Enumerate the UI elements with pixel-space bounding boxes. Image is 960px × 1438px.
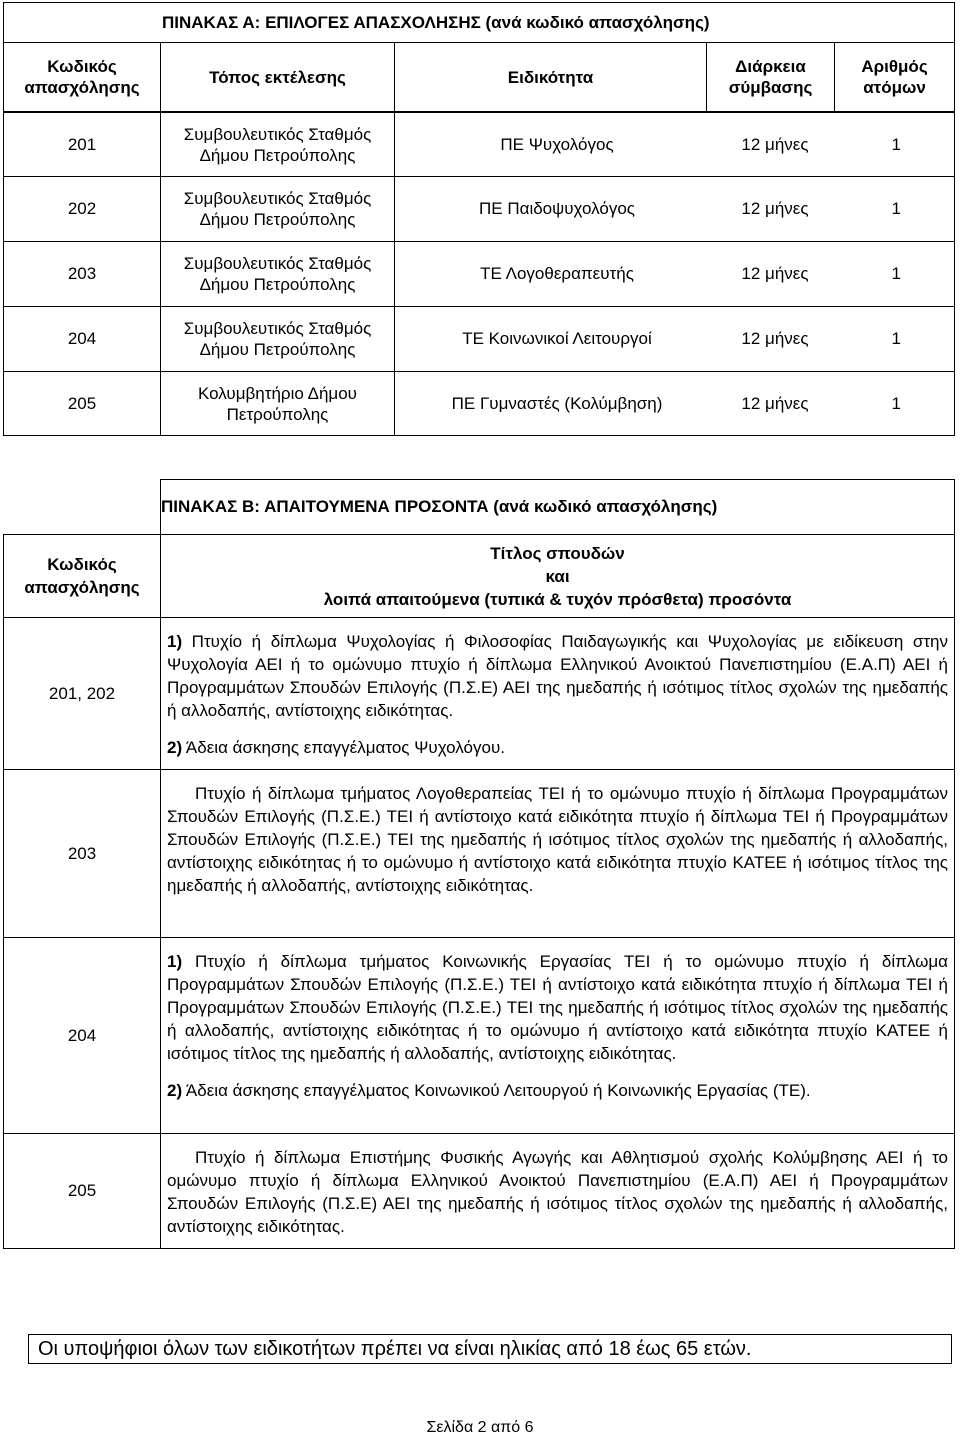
header-code: Κωδικός απασχόλησης <box>4 43 161 112</box>
position-duration: 12 μήνες <box>741 329 809 348</box>
qualification-code: 201, 202 <box>4 618 161 770</box>
position-location: Κολυμβητήριο Δήμου Πετρούπολης <box>161 372 395 436</box>
position-details <box>395 242 955 307</box>
requirement-text: Πτυχίο ή δίπλωμα Επιστήμης Φυσικής Αγωγής και Αθλητισμού σχολής Κολύμβησης ΑΕΙ ή το ομώνυμο πτυχίο ή δίπλωμα Ελληνικού Ανοικτού Πανεπιστημίου (Ε.Α.Π) ΑΕΙ ή Προγραμμάτων Σπουδών Επιλογής (Π.Σ.Ε) ΑΕΙ της ημεδαπής ή ισότιμος τίτλος σχολών της ημεδαπής ή αλλοδαπής, αντίστοιχης ειδικότητας. <box>167 1148 948 1236</box>
qualification-requirements <box>161 1134 955 1249</box>
requirement-number: 1) <box>167 952 183 971</box>
qualification-row <box>4 1134 955 1249</box>
header-duration: Διάρκεια σύμβασης <box>707 43 835 112</box>
requirement-item <box>167 736 948 759</box>
table-b-title: ΠΙΝΑΚΑΣ Β: ΑΠΑΙΤΟΥΜΕΝΑ ΠΡΟΣΟΝΤΑ (ανά κωδικό απασχόλησης) <box>161 480 955 535</box>
header-requirements: Τίτλος σπουδών και λοιπά απαιτούμενα (τυπικά & τυχόν πρόσθετα) προσόντα <box>161 535 955 618</box>
position-row <box>4 242 955 307</box>
position-location: Συμβουλευτικός Σταθμός Δήμου Πετρούπολης <box>161 113 395 177</box>
qualification-requirements <box>161 618 955 770</box>
requirement-item <box>167 950 948 1065</box>
requirement-text: Άδεια άσκησης επαγγέλματος Ψυχολόγου. <box>182 738 505 757</box>
position-specialty: ΤΕ Κοινωνικοί Λειτουργοί <box>462 329 652 348</box>
position-specialty: ΤΕ Λογοθεραπευτής <box>480 264 634 283</box>
requirement-number: 1) <box>167 632 183 651</box>
position-details <box>395 113 955 177</box>
position-location: Συμβουλευτικός Σταθμός Δήμου Πετρούπολης <box>161 177 395 242</box>
qualification-code: 205 <box>4 1134 161 1249</box>
position-persons: 1 <box>891 199 901 218</box>
page-number: Σελίδα 2 από 6 <box>426 1419 534 1436</box>
requirement-number: 2) <box>167 1081 183 1100</box>
requirement-text: Πτυχίο ή δίπλωμα τμήματος Λογοθεραπείας ΤΕΙ ή το ομώνυμο πτυχίο ή δίπλωμα Προγραμμάτων Σπουδών Επιλογής (Π.Σ.Ε.) ΤΕΙ ή αντίστοιχο κατά ειδικότητα πτυχίο ή δίπλωμα ΤΕΙ ή Προγραμμάτων Σπουδών Επιλογής (Π.Σ.Ε.) ΤΕΙ της ημεδαπής ή ισότιμος τίτλος σχολών της ημεδαπής ή αλλοδαπής, αντίστοιχης ειδικότητας ή το ομώνυμο ή αντίστοιχο κατά ειδικότητα πτυχίο ΚΑΤΕΕ ή ισότιμος τίτλος της ημεδαπής ή αλλοδαπής, αντίστοιχης ειδικότητας. <box>167 784 948 895</box>
qualification-row <box>4 618 955 770</box>
position-details <box>395 177 955 242</box>
positions-table <box>3 2 955 112</box>
qualifications-table <box>3 479 955 1249</box>
position-duration: 12 μήνες <box>741 134 809 154</box>
qualification-row <box>4 770 955 938</box>
qualification-code: 204 <box>4 938 161 1134</box>
position-persons: 1 <box>891 134 901 154</box>
position-code: 201 <box>4 113 161 177</box>
qualification-requirements <box>161 770 955 938</box>
position-location: Συμβουλευτικός Σταθμός Δήμου Πετρούπολης <box>161 242 395 307</box>
positions-table-body <box>3 112 955 436</box>
position-row <box>4 177 955 242</box>
position-details <box>395 372 955 436</box>
qualification-row <box>4 938 955 1134</box>
position-row <box>4 113 955 177</box>
position-code: 203 <box>4 242 161 307</box>
table-a-title: ΠΙΝΑΚΑΣ Α: ΕΠΙΛΟΓΕΣ ΑΠΑΣΧΟΛΗΣΗΣ (ανά κωδικό απασχόλησης) <box>4 3 955 43</box>
requirement-item <box>167 1146 948 1238</box>
position-specialty: ΠΕ Παιδοψυχολόγος <box>479 199 635 218</box>
position-duration: 12 μήνες <box>741 393 809 413</box>
age-requirement-note: Οι υποψήφιοι όλων των ειδικοτήτων πρέπει να είναι ηλικίας από 18 έως 65 ετών. <box>28 1334 952 1364</box>
qualification-requirements <box>161 938 955 1134</box>
requirement-text: Πτυχίο ή δίπλωμα τμήματος Κοινωνικής Εργασίας ΤΕΙ ή το ομώνυμο πτυχίο ή δίπλωμα Προγραμμάτων Σπουδών Επιλογής (Π.Σ.Ε.) ΤΕΙ ή αντίστοιχο κατά ειδικότητα πτυχίο ή δίπλωμα ΤΕΙ ή Προγραμμάτων Σπουδών Επιλογής (Π.Σ.Ε.) ΤΕΙ της ημεδαπής ή ισότιμος τίτλος σχολών της ημεδαπής ή αλλοδαπής, αντίστοιχης ειδικότητας ή το ομώνυμο ή αντίστοιχο κατά ειδικότητα πτυχίο ΚΑΤΕΕ ή ισότιμος τίτλος της ημεδαπής ή αλλοδαπής, αντίστοιχης ειδικότητας. <box>167 952 948 1063</box>
position-code: 204 <box>4 307 161 372</box>
requirement-number: 2) <box>167 738 183 757</box>
requirement-item <box>167 1079 948 1102</box>
table-b-header-row <box>4 535 955 618</box>
requirement-text: Άδεια άσκησης επαγγέλματος Κοινωνικού Λειτουργού ή Κοινωνικής Εργασίας (ΤΕ). <box>182 1081 811 1100</box>
position-duration: 12 μήνες <box>741 199 809 218</box>
position-location: Συμβουλευτικός Σταθμός Δήμου Πετρούπολης <box>161 307 395 372</box>
position-specialty: ΠΕ Γυμναστές (Κολύμβηση) <box>451 393 663 413</box>
position-row <box>4 372 955 436</box>
table-b-title-row <box>4 480 955 535</box>
position-persons: 1 <box>891 393 901 413</box>
position-persons: 1 <box>891 264 901 283</box>
requirement-item <box>167 782 948 897</box>
header-specialty: Ειδικότητα <box>395 43 707 112</box>
position-details <box>395 307 955 372</box>
position-specialty: ΠΕ Ψυχολόγος <box>500 134 614 154</box>
header-persons: Αριθμός ατόμων <box>835 43 955 112</box>
requirement-item <box>167 630 948 722</box>
qualification-code: 203 <box>4 770 161 938</box>
header-code-b: Κωδικός απασχόλησης <box>4 535 161 618</box>
position-row <box>4 307 955 372</box>
table-a-title-row <box>4 3 955 43</box>
position-code: 202 <box>4 177 161 242</box>
position-code: 205 <box>4 372 161 436</box>
position-persons: 1 <box>891 329 901 348</box>
table-a-header-row <box>4 43 955 112</box>
requirement-text: Πτυχίο ή δίπλωμα Ψυχολογίας ή Φιλοσοφίας Παιδαγωγικής και Ψυχολογίας με ειδίκευση στην Ψυχολογία ΑΕΙ ή το ομώνυμο πτυχίο ή δίπλωμα Ελληνικού Ανοικτού Πανεπιστημίου (Ε.Α.Π) ΑΕΙ ή Προγραμμάτων Σπουδών Επιλογής (Π.Σ.Ε) ΑΕΙ της ημεδαπής ή ισότιμος τίτλος σχολών της ημεδαπής ή αλλοδαπής, αντίστοιχης ειδικότητας. <box>167 632 948 720</box>
position-duration: 12 μήνες <box>741 264 809 283</box>
header-location: Τόπος εκτέλεσης <box>161 43 395 112</box>
